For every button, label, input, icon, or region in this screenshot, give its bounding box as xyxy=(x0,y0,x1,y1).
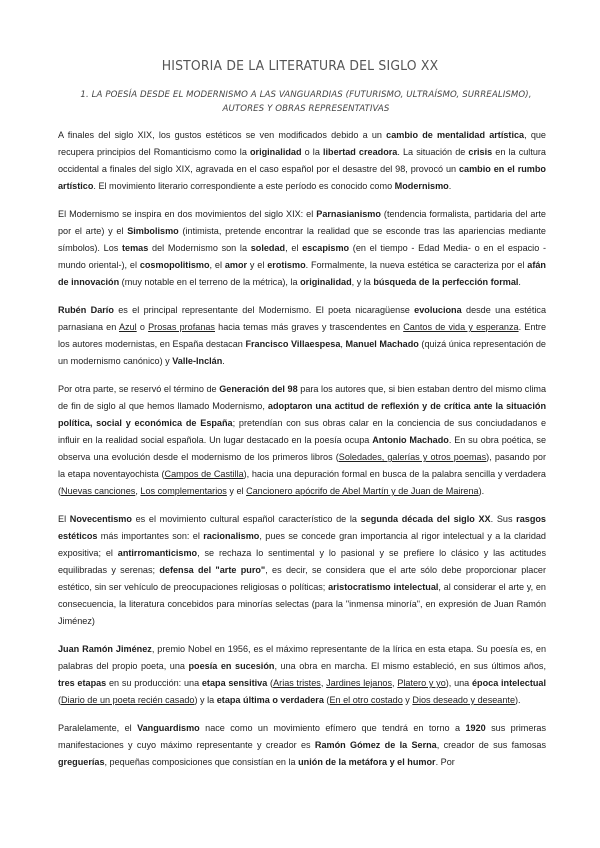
text-run: es el principal representante del Modernismo. El poeta nicaragüense xyxy=(113,305,415,315)
text-run: es el movimiento cultural español característico de la xyxy=(131,514,361,524)
work-title: Dios deseado y deseante xyxy=(412,695,516,705)
bold-term: evoluciona xyxy=(414,305,462,315)
bold-term: 1920 xyxy=(465,723,486,733)
text-run: , xyxy=(320,678,327,688)
work-title: Cancionero apócrifo de Abel Martín y de Juan de Mairena xyxy=(246,486,479,496)
text-run: ) y la xyxy=(194,695,217,705)
text-run: . En su obra poética, se observa una evolución desde el modernismo de los primeros libros ( xyxy=(58,435,547,462)
work-title: Prosas profanas xyxy=(148,322,215,332)
bold-term: soledad xyxy=(250,243,286,253)
bold-term: crisis xyxy=(468,147,493,157)
bold-term: etapa última o verdadera xyxy=(216,695,324,705)
bold-term: defensa del "arte puro" xyxy=(159,565,266,575)
text-run: (en el tiempo - Edad Media- o en el espacio -mundo oriental-), el xyxy=(58,243,546,270)
bold-term: racionalismo xyxy=(203,531,260,541)
bold-term: Rubén Darío xyxy=(58,305,114,315)
bold-term: Parnasianismo xyxy=(316,209,381,219)
work-title: Azul xyxy=(118,322,137,332)
text-run: Por otra parte, se reservó el término de xyxy=(58,384,220,394)
text-run: o xyxy=(136,322,149,332)
text-run: El Modernismo se inspira en dos movimientos del siglo XIX: el xyxy=(58,209,317,219)
text-run: . Formalmente, la nueva estética se caracteriza por el xyxy=(305,260,528,270)
bold-term: escapismo xyxy=(302,243,350,253)
bold-term: afán de innovación xyxy=(58,260,546,287)
document-body xyxy=(58,127,546,782)
bold-term: poesía en sucesión xyxy=(188,661,275,671)
bold-term: Valle-Inclán xyxy=(172,356,223,366)
text-run: . xyxy=(448,181,452,191)
text-run: , al considerar el arte y, en consecuencia, la literatura concebidos para minorías selectas (para la "inmensa minoría", en expresión de Juan Ramón Jiménez) xyxy=(58,582,546,626)
bold-term: tres etapas xyxy=(58,678,107,688)
text-run: (muy notable en el terreno de la métrica), la xyxy=(119,277,301,287)
text-run: ), hacia una depuración formal en busca de la palabra sencilla y verdadera ( xyxy=(58,469,546,496)
text-run: , xyxy=(340,339,346,349)
text-run: del Modernismo son la xyxy=(148,243,251,253)
bold-term: rasgos estéticos xyxy=(58,514,546,541)
text-run: ; pretendían con sus obras calar en la conciencia de sus conciudadanos e influir en la realidad social española. Un lugar destacado en la poesía ocupa xyxy=(58,418,547,445)
work-title: Nuevas canciones xyxy=(61,486,136,496)
bold-term: unión de la metáfora y el humor xyxy=(298,757,436,767)
text-run: en su producción: una xyxy=(106,678,202,688)
bold-term: Simbolismo xyxy=(127,226,179,236)
text-run: El xyxy=(58,514,70,524)
bold-term: originalidad xyxy=(300,277,352,287)
section-heading: 1. LA POESÍA DESDE EL MODERNISMO A LAS VANGUARDIAS (FUTURISMO, ULTRAÍSMO, SURREALISMO), AUTORES Y OBRAS REPRESENTATIVAS xyxy=(80,90,532,114)
text-run: hacia temas más graves y trascendentes en xyxy=(214,322,404,332)
bold-term: amor xyxy=(224,260,248,270)
bold-term: cambio de mentalidad artística xyxy=(386,130,525,140)
work-title: Cantos de vida y esperanza xyxy=(403,322,519,332)
text-run: (tendencia formalista, partidaria del arte por el arte) y el xyxy=(58,209,546,236)
text-run: . La situación de xyxy=(397,147,469,157)
work-title: Campos de Castilla xyxy=(164,469,244,479)
text-run: , una obra en marcha. El mismo estableció, en sus últimos años, xyxy=(274,661,547,671)
bold-term: Manuel Machado xyxy=(345,339,419,349)
bold-term: erotismo xyxy=(267,260,306,270)
text-run: para los autores que, si bien estaban dentro del mismo clima de fin de siglo al que hemos llamado Modernismo, xyxy=(58,384,547,411)
text-run: , xyxy=(392,678,398,688)
text-run: ), pasando por la etapa noventayochista ( xyxy=(58,452,546,479)
text-run: . xyxy=(222,356,225,366)
text-run: ( xyxy=(323,695,330,705)
text-run: , se rechaza lo sentimental y lo pasional y se prefiere lo clásico y las actitudes equilibradas y serenas; xyxy=(58,548,546,575)
bold-term: Vanguardismo xyxy=(137,723,200,733)
text-run: , pues se concede gran importancia al rigor intelectual y a la claridad expositiva; el xyxy=(58,531,546,558)
text-run: sus primeras manifestaciones y cuyo máximo representante y creador es xyxy=(58,723,547,750)
text-run: desde una estética parnasiana en xyxy=(58,305,546,332)
bold-term: Juan Ramón Jiménez xyxy=(58,644,152,654)
bold-term: libertad creadora xyxy=(322,147,398,157)
paragraph-modernismo-intro xyxy=(58,127,546,195)
work-title: Jardines lejanos xyxy=(326,678,393,688)
bold-term: etapa sensitiva xyxy=(201,678,268,688)
work-title: Los complementarios xyxy=(140,486,227,496)
bold-term: cambio en el rumbo artístico xyxy=(58,164,546,191)
text-run: más importantes son: el xyxy=(97,531,204,541)
work-title: Arias tristes xyxy=(273,678,321,688)
bold-term: búsqueda de la perfección formal xyxy=(373,277,519,287)
text-run: en la cultura occidental a finales del siglo XIX, agravada en el caso español por el desastre del 98, provocó un xyxy=(58,147,546,174)
text-run: y xyxy=(402,695,413,705)
text-run: , pequeñas composiciones que consistían en la xyxy=(104,757,299,767)
bold-term: Ramón Gómez de la Serna xyxy=(314,740,437,750)
text-run: , xyxy=(135,486,141,496)
text-run: , creador de sus famosas xyxy=(436,740,546,750)
text-run: y el xyxy=(226,486,247,496)
paragraph-modernismo-influences xyxy=(58,206,546,291)
document-title: HISTORIA DE LA LITERATURA DEL SIGLO XX xyxy=(161,58,439,74)
text-run: . Por xyxy=(435,757,455,767)
text-run: ), una xyxy=(445,678,472,688)
bold-term: greguerías xyxy=(58,757,105,767)
text-run: . Entre los autores modernistas, en España destacan xyxy=(58,322,547,349)
text-run: . Sus xyxy=(490,514,517,524)
work-title: Diario de un poeta recién casado xyxy=(61,695,195,705)
text-run: , que recupera principios del Romanticismo como la xyxy=(58,130,546,157)
bold-term: temas xyxy=(122,243,149,253)
work-title: Soledades, galerías y otros poemas xyxy=(338,452,487,462)
text-run: ). xyxy=(478,486,485,496)
bold-term: cosmopolitismo xyxy=(139,260,210,270)
paragraph-generacion-98 xyxy=(58,381,546,500)
bold-term: época intelectual xyxy=(471,678,546,688)
bold-term: segunda década del siglo XX xyxy=(360,514,491,524)
text-run: . El movimiento literario correspondiente a este período es conocido como xyxy=(93,181,395,191)
text-run: (intimista, pretende encontrar la realidad que se esconde tras las apariencias mediante símbolos). Los xyxy=(58,226,546,253)
text-run: ( xyxy=(267,678,274,688)
text-run: , el xyxy=(285,243,303,253)
paragraph-novecentismo xyxy=(58,511,546,630)
bold-term: adoptaron una actitud de reflexión y de crítica ante la situación política, social y económica de España xyxy=(58,401,547,428)
text-run: , el xyxy=(209,260,225,270)
bold-term: aristocratismo intelectual xyxy=(328,582,439,592)
text-run: y el xyxy=(247,260,268,270)
paragraph-vanguardismo xyxy=(58,720,546,771)
text-run: Paralelamente, el xyxy=(58,723,138,733)
text-run: , y la xyxy=(351,277,374,287)
text-run: , es decir, se considera que el arte sólo debe proporcionar placer estético, sin ser vehículo de preocupaciones religiosas o políticas; xyxy=(58,565,546,592)
bold-term: Generación del 98 xyxy=(219,384,298,394)
bold-term: Novecentismo xyxy=(69,514,132,524)
text-run: o la xyxy=(301,147,323,157)
text-run: ). xyxy=(515,695,521,705)
work-title: Platero y yo xyxy=(397,678,446,688)
paragraph-juan-ramon-jimenez xyxy=(58,641,546,709)
work-title: En el otro costado xyxy=(329,695,403,705)
bold-term: Modernismo xyxy=(394,181,449,191)
text-run: nace como un movimiento efímero que tendrá en torno a xyxy=(199,723,466,733)
bold-term: antirromanticismo xyxy=(117,548,198,558)
bold-term: originalidad xyxy=(249,147,302,157)
bold-term: Francisco Villaespesa xyxy=(245,339,341,349)
paragraph-ruben-dario xyxy=(58,302,546,370)
text-run: , premio Nobel en 1956, es el máximo representante de la lírica en esta etapa. Su poesía es, en palabras del propio poeta, una xyxy=(58,644,546,671)
text-run: A finales del siglo XIX, los gustos estéticos se ven modificados debido a un xyxy=(58,130,387,140)
bold-term: Antonio Machado xyxy=(372,435,449,445)
text-run: ( xyxy=(58,695,62,705)
text-run: . xyxy=(518,277,521,287)
text-run: (quizá única representación de un modernismo canónico) y xyxy=(58,339,546,366)
